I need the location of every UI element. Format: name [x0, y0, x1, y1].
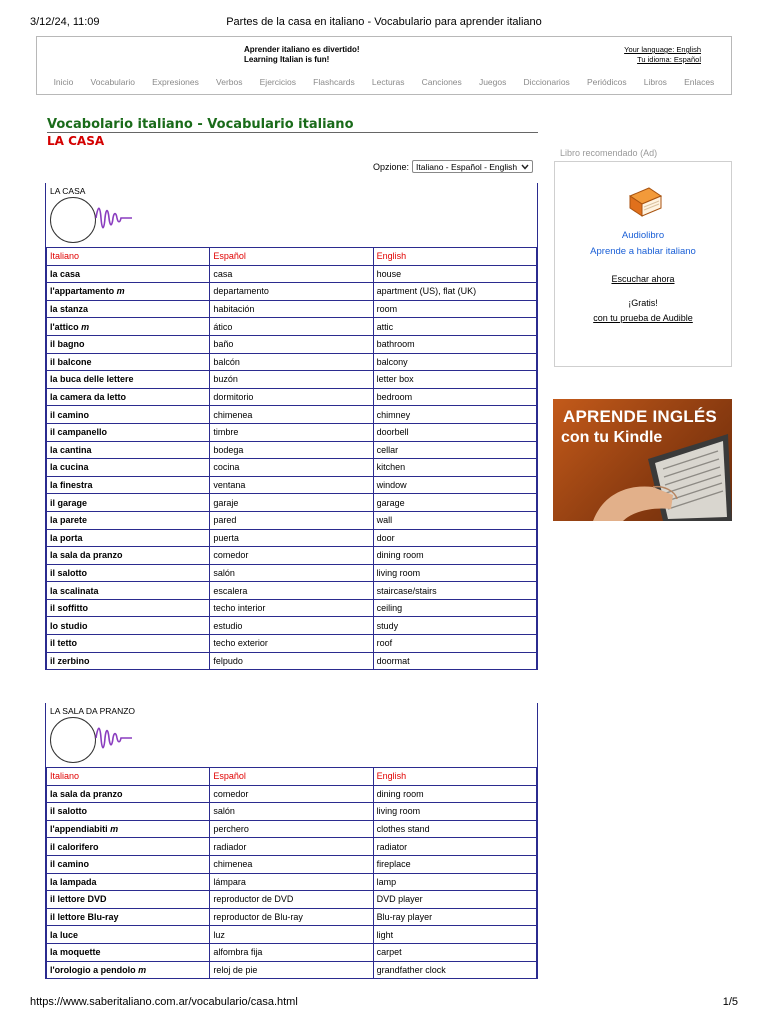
cell-english: study [373, 617, 536, 635]
cell-italiano: il zerbino [47, 652, 210, 670]
cell-english: Blu-ray player [373, 908, 536, 926]
cell-english: carpet [373, 943, 536, 961]
vocab-table [46, 247, 537, 670]
soundwave-icon [94, 203, 134, 233]
cell-espanol: comedor [210, 785, 373, 803]
cell-english: chimney [373, 406, 536, 424]
slogan [244, 45, 360, 65]
table-caption [46, 183, 537, 247]
cell-espanol: baño [210, 335, 373, 353]
cell-italiano: la parete [47, 511, 210, 529]
table-row [47, 926, 537, 944]
table-body [47, 785, 537, 979]
table-row [47, 820, 537, 838]
cell-english: wall [373, 511, 536, 529]
cell-english: staircase/stairs [373, 582, 536, 600]
nav-ejercicios[interactable]: Ejercicios [259, 77, 297, 87]
book-icon [625, 182, 665, 222]
col-espanol: Español [210, 768, 373, 786]
ad-audible-link[interactable]: con tu prueba de Audible [593, 313, 693, 323]
table-row [47, 265, 537, 283]
cell-italiano: il camino [47, 406, 210, 424]
cell-italiano: la camera da letto [47, 388, 210, 406]
chevron-down-icon [521, 164, 529, 170]
cell-english: doorbell [373, 423, 536, 441]
language-english-link[interactable]: Your language: English [624, 45, 701, 54]
nav-flashcards[interactable]: Flashcards [313, 77, 355, 87]
cell-italiano: l'appendiabiti m [47, 820, 210, 838]
audio-play-icon[interactable] [50, 197, 96, 243]
table-row [47, 855, 537, 873]
table-row [47, 599, 537, 617]
cell-italiano: la stanza [47, 300, 210, 318]
cell-italiano: il salotto [47, 803, 210, 821]
cell-italiano: l'appartamento m [47, 283, 210, 301]
table-row [47, 511, 537, 529]
cell-english: bedroom [373, 388, 536, 406]
cell-italiano: il campanello [47, 423, 210, 441]
cell-english: ceiling [373, 599, 536, 617]
ad-listen-link[interactable]: Escuchar ahora [611, 274, 675, 284]
cell-english: living room [373, 803, 536, 821]
cell-espanol: balcón [210, 353, 373, 371]
cell-italiano: il balcone [47, 353, 210, 371]
vocab-table-casa [45, 183, 538, 670]
kindle-banner[interactable] [553, 399, 732, 521]
cell-espanol: buzón [210, 371, 373, 389]
cell-espanol: ático [210, 318, 373, 336]
table-row [47, 335, 537, 353]
cell-espanol: chimenea [210, 855, 373, 873]
table-row [47, 441, 537, 459]
ad-label-text: Libro recomendado [560, 148, 638, 158]
table-row [47, 961, 537, 979]
site-header [36, 36, 732, 95]
ad-label [560, 148, 657, 158]
cell-espanol: chimenea [210, 406, 373, 424]
cell-english: grandfather clock [373, 961, 536, 979]
cell-espanol: departamento [210, 283, 373, 301]
nav-vocabulario[interactable]: Vocabulario [90, 77, 135, 87]
table-row [47, 459, 537, 477]
table-row [47, 635, 537, 653]
page-title: Vocabolario italiano - Vocabulario italiano [47, 117, 354, 132]
ad-tag: (Ad) [640, 148, 658, 158]
cell-espanol: garaje [210, 494, 373, 512]
print-page-number: 1/5 [722, 996, 738, 1008]
cell-espanol: puerta [210, 529, 373, 547]
ad-title: Audiolibro [621, 230, 665, 241]
cell-italiano: il garage [47, 494, 210, 512]
audiobook-ad[interactable] [554, 161, 732, 367]
nav-periodicos[interactable]: Periódicos [586, 77, 627, 87]
title-divider [47, 132, 538, 133]
table-row [47, 652, 537, 670]
cell-espanol: reproductor de Blu-ray [210, 908, 373, 926]
table-row [47, 891, 537, 909]
language-select[interactable] [412, 160, 533, 173]
col-english: English [373, 768, 536, 786]
cell-italiano: l'attico m [47, 318, 210, 336]
cell-italiano: la finestra [47, 476, 210, 494]
table-row [47, 785, 537, 803]
cell-english: door [373, 529, 536, 547]
table-row [47, 873, 537, 891]
main-nav [37, 77, 731, 87]
cell-english: doormat [373, 652, 536, 670]
nav-libros[interactable]: Libros [643, 77, 667, 87]
language-spanish-link[interactable]: Tu idioma: Español [637, 55, 701, 64]
cell-italiano: la scalinata [47, 582, 210, 600]
table-header-row [47, 768, 537, 786]
audio-play-icon[interactable] [50, 717, 96, 763]
table-row [47, 617, 537, 635]
cell-espanol: timbre [210, 423, 373, 441]
cell-italiano: la lampada [47, 873, 210, 891]
cell-english: window [373, 476, 536, 494]
language-select-value: Italiano - Español - English [416, 161, 518, 172]
cell-italiano: la buca delle lettere [47, 371, 210, 389]
table-row [47, 908, 537, 926]
cell-english: bathroom [373, 335, 536, 353]
ad-free-text: ¡Gratis! [628, 298, 658, 308]
nav-verbos[interactable]: Verbos [216, 77, 243, 87]
table-row [47, 318, 537, 336]
nav-diccionarios[interactable]: Diccionarios [523, 77, 570, 87]
table-caption-text: LA SALA DA PRANZO [50, 706, 136, 716]
col-italiano: Italiano [47, 768, 210, 786]
table-row [47, 353, 537, 371]
cell-english: house [373, 265, 536, 283]
nav-expresiones[interactable]: Expresiones [152, 77, 199, 87]
table-caption [46, 703, 537, 767]
cell-english: dining room [373, 785, 536, 803]
cell-italiano: il lettore Blu-ray [47, 908, 210, 926]
cell-espanol: techo interior [210, 599, 373, 617]
cell-italiano: la cantina [47, 441, 210, 459]
cell-espanol: escalera [210, 582, 373, 600]
cell-espanol: pared [210, 511, 373, 529]
table-row [47, 423, 537, 441]
kindle-headline: APRENDE INGLÉS [563, 407, 717, 426]
cell-english: attic [373, 318, 536, 336]
cell-english: fireplace [373, 855, 536, 873]
cell-italiano: lo studio [47, 617, 210, 635]
cell-italiano: il camino [47, 855, 210, 873]
table-row [47, 529, 537, 547]
table-row [47, 943, 537, 961]
table-row [47, 838, 537, 856]
cell-english: room [373, 300, 536, 318]
cell-espanol: reloj de pie [210, 961, 373, 979]
options-row [373, 160, 533, 173]
cell-italiano: la sala da pranzo [47, 785, 210, 803]
cell-espanol: casa [210, 265, 373, 283]
cell-english: kitchen [373, 459, 536, 477]
kindle-subheadline: con tu Kindle [561, 429, 663, 446]
cell-english: cellar [373, 441, 536, 459]
col-espanol: Español [210, 248, 373, 266]
cell-espanol: habitación [210, 300, 373, 318]
cell-english: clothes stand [373, 820, 536, 838]
cell-espanol: bodega [210, 441, 373, 459]
vocab-table-sala-da-pranzo [45, 703, 538, 979]
table-row [47, 582, 537, 600]
cell-english: roof [373, 635, 536, 653]
table-row [47, 547, 537, 565]
cell-italiano: il salotto [47, 564, 210, 582]
cell-espanol: luz [210, 926, 373, 944]
nav-enlaces[interactable]: Enlaces [684, 77, 715, 87]
nav-juegos[interactable]: Juegos [478, 77, 507, 87]
cell-italiano: il soffitto [47, 599, 210, 617]
slogan-es: Aprender italiano es divertido! [244, 45, 360, 54]
cell-espanol: lámpara [210, 873, 373, 891]
cell-english: DVD player [373, 891, 536, 909]
print-url: https://www.saberitaliano.com.ar/vocabulario/casa.html [30, 996, 298, 1008]
cell-italiano: il tetto [47, 635, 210, 653]
print-title: Partes de la casa en italiano - Vocabulario para aprender italiano [226, 16, 542, 28]
cell-english: letter box [373, 371, 536, 389]
cell-italiano: la luce [47, 926, 210, 944]
cell-italiano: il lettore DVD [47, 891, 210, 909]
cell-espanol: alfombra fija [210, 943, 373, 961]
table-row [47, 564, 537, 582]
slogan-en: Learning Italian is fun! [244, 55, 330, 64]
table-caption-text: LA CASA [50, 186, 86, 196]
vocab-table [46, 767, 537, 979]
col-italiano: Italiano [47, 248, 210, 266]
nav-lecturas[interactable]: Lecturas [371, 77, 405, 87]
cell-english: apartment (US), flat (UK) [373, 283, 536, 301]
cell-english: living room [373, 564, 536, 582]
cell-italiano: la casa [47, 265, 210, 283]
cell-english: light [373, 926, 536, 944]
cell-italiano: la cucina [47, 459, 210, 477]
cell-espanol: reproductor de DVD [210, 891, 373, 909]
table-row [47, 494, 537, 512]
cell-espanol: estudio [210, 617, 373, 635]
cell-espanol: felpudo [210, 652, 373, 670]
cell-italiano: l'orologio a pendolo m [47, 961, 210, 979]
print-date: 3/12/24, 11:09 [30, 16, 100, 28]
cell-espanol: salón [210, 803, 373, 821]
ad-subtitle: Aprende a hablar italiano [590, 246, 696, 257]
cell-espanol: ventana [210, 476, 373, 494]
cell-english: dining room [373, 547, 536, 565]
cell-english: radiator [373, 838, 536, 856]
cell-italiano: il bagno [47, 335, 210, 353]
table-row [47, 300, 537, 318]
cell-italiano: il calorifero [47, 838, 210, 856]
cell-espanol: techo exterior [210, 635, 373, 653]
cell-espanol: perchero [210, 820, 373, 838]
table-row [47, 283, 537, 301]
cell-espanol: radiador [210, 838, 373, 856]
options-label: Opzione: [373, 161, 410, 172]
cell-espanol: dormitorio [210, 388, 373, 406]
cell-espanol: comedor [210, 547, 373, 565]
table-row [47, 803, 537, 821]
table-header-row [47, 248, 537, 266]
col-english: English [373, 248, 536, 266]
table-body [47, 265, 537, 670]
page-subtitle: LA CASA [47, 134, 105, 148]
nav-canciones[interactable]: Canciones [421, 77, 462, 87]
soundwave-icon [94, 723, 134, 753]
cell-espanol: cocina [210, 459, 373, 477]
table-row [47, 476, 537, 494]
cell-italiano: la porta [47, 529, 210, 547]
nav-inicio[interactable]: Inicio [53, 77, 74, 87]
table-row [47, 388, 537, 406]
cell-english: balcony [373, 353, 536, 371]
cell-english: garage [373, 494, 536, 512]
table-row [47, 371, 537, 389]
cell-english: lamp [373, 873, 536, 891]
language-links [624, 45, 701, 65]
cell-italiano: la sala da pranzo [47, 547, 210, 565]
cell-italiano: la moquette [47, 943, 210, 961]
table-row [47, 406, 537, 424]
cell-espanol: salón [210, 564, 373, 582]
